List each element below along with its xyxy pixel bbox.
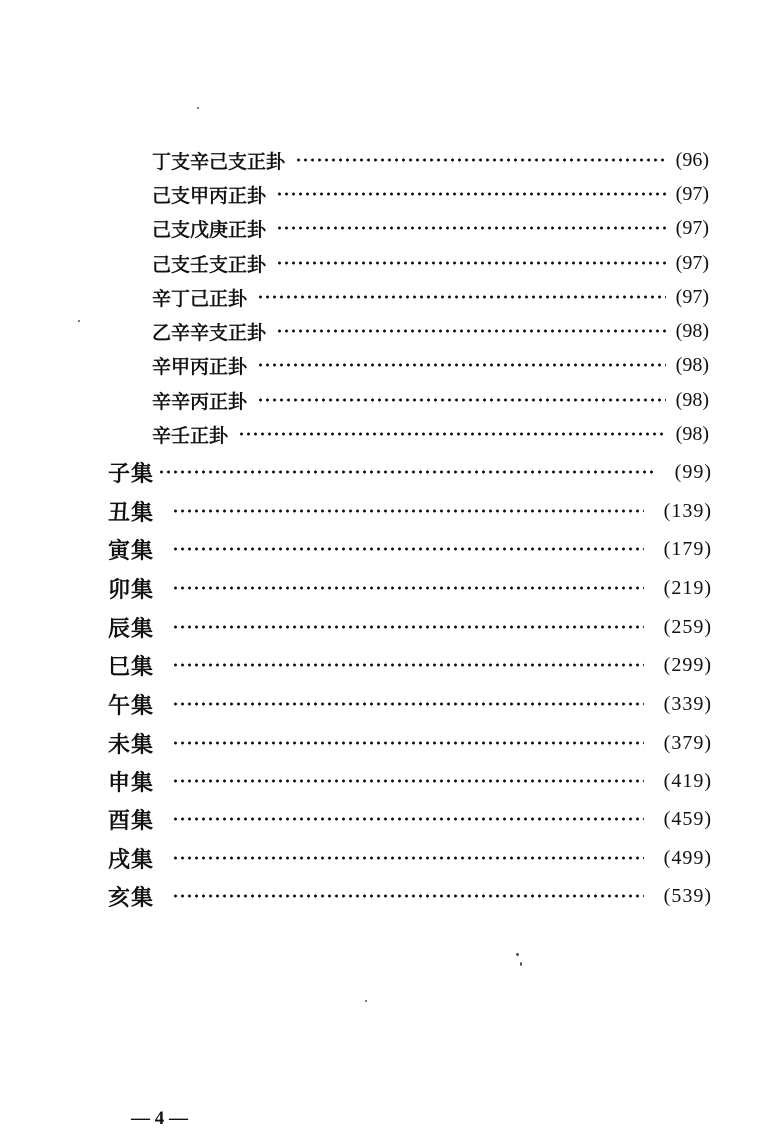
toc-entry-page: (98) (675, 319, 709, 342)
toc-entry-page: (98) (675, 353, 709, 376)
scan-speck (520, 962, 522, 966)
toc-entry-page: (98) (675, 388, 709, 411)
dot-leader (238, 432, 666, 436)
dot-leader (172, 817, 644, 821)
toc-entry-page: (97) (675, 285, 709, 308)
toc-entry-page: (259) (663, 615, 712, 638)
toc-entry-title: 酉集 (108, 807, 155, 834)
toc-entry-page: (97) (675, 182, 709, 205)
toc-entry-title: 申集 (108, 769, 155, 796)
dot-leader (257, 295, 666, 299)
toc-entry-title: 乙辛辛支正卦 (152, 321, 267, 344)
toc-main-entry (108, 496, 712, 526)
toc-entry-page: (379) (663, 731, 712, 754)
page-number: — 4 — (131, 1108, 188, 1129)
dot-leader (172, 856, 644, 860)
toc-entry-title: 辛甲丙正卦 (152, 355, 248, 378)
dot-leader (276, 261, 666, 265)
scan-speck (197, 107, 199, 109)
toc-entry-title: 丁支辛己支正卦 (152, 150, 286, 173)
toc-entry-title: 未集 (108, 731, 155, 758)
toc-main-entry (108, 534, 712, 564)
scan-speck (365, 1000, 367, 1002)
toc-sub-entry (152, 213, 709, 243)
dot-leader (276, 329, 666, 333)
dot-leader (172, 741, 644, 745)
toc-entry-page: (139) (663, 499, 712, 522)
dot-leader (276, 192, 666, 196)
toc-entry-page: (419) (663, 769, 712, 792)
toc-entry-page: (99) (674, 460, 712, 483)
toc-main-entry (108, 612, 712, 642)
toc-entry-page: (219) (663, 576, 712, 599)
toc-entry-title: 寅集 (108, 537, 155, 564)
toc-entry-title: 己支甲丙正卦 (152, 184, 267, 207)
dot-leader (172, 779, 644, 783)
toc-sub-entry (152, 145, 709, 175)
dot-leader (158, 470, 655, 474)
toc-sub-entry (152, 282, 709, 312)
toc-entry-page: (339) (663, 692, 712, 715)
toc-sub-entry (152, 350, 709, 380)
toc-main-entry (108, 766, 712, 796)
dot-leader (172, 586, 644, 590)
toc-entry-title: 丑集 (108, 499, 155, 526)
toc-sub-entry (152, 385, 709, 415)
dot-leader (295, 158, 666, 162)
toc-entry-title: 午集 (108, 692, 155, 719)
toc-main-entry (108, 843, 712, 873)
dot-leader (172, 509, 644, 513)
toc-entry-title: 辰集 (108, 615, 155, 642)
toc-main-entry (108, 881, 712, 911)
toc-sub-entry (152, 179, 709, 209)
toc-sub-entry (152, 248, 709, 278)
toc-entry-page: (98) (675, 422, 709, 445)
toc-entry-page: (97) (675, 251, 709, 274)
toc-main-entry (108, 689, 712, 719)
toc-main-entry (108, 457, 712, 487)
toc-entry-title: 亥集 (108, 884, 155, 911)
toc-entry-page: (539) (663, 884, 712, 907)
dot-leader (172, 663, 644, 667)
dot-leader (172, 625, 644, 629)
toc-sub-entry (152, 419, 709, 449)
toc-entry-page: (459) (663, 807, 712, 830)
toc-entry-title: 辛丁己正卦 (152, 287, 248, 310)
dot-leader (172, 702, 644, 706)
toc-entry-title: 己支戊庚正卦 (152, 218, 267, 241)
toc-entry-title: 巳集 (108, 653, 155, 680)
dot-leader (257, 398, 666, 402)
toc-entry-title: 辛辛丙正卦 (152, 390, 248, 413)
toc-sub-entry (152, 316, 709, 346)
dot-leader (172, 547, 644, 551)
dot-leader (172, 894, 644, 898)
toc-main-entry (108, 573, 712, 603)
toc-entry-title: 戌集 (108, 846, 155, 873)
toc-entry-title: 子集 (108, 460, 155, 487)
toc-entry-page: (179) (663, 537, 712, 560)
scan-speck (516, 953, 519, 956)
toc-entry-page: (299) (663, 653, 712, 676)
toc-entry-page: (499) (663, 846, 712, 869)
toc-entry-title: 辛壬正卦 (152, 424, 229, 447)
toc-main-entry (108, 804, 712, 834)
toc-entry-page: (96) (675, 148, 709, 171)
scan-speck (78, 320, 80, 322)
dot-leader (257, 363, 666, 367)
toc-entry-title: 己支壬支正卦 (152, 253, 267, 276)
toc-main-entry (108, 728, 712, 758)
toc-entry-page: (97) (675, 216, 709, 239)
toc-main-entry (108, 650, 712, 680)
dot-leader (276, 226, 666, 230)
toc-entry-title: 卯集 (108, 576, 155, 603)
